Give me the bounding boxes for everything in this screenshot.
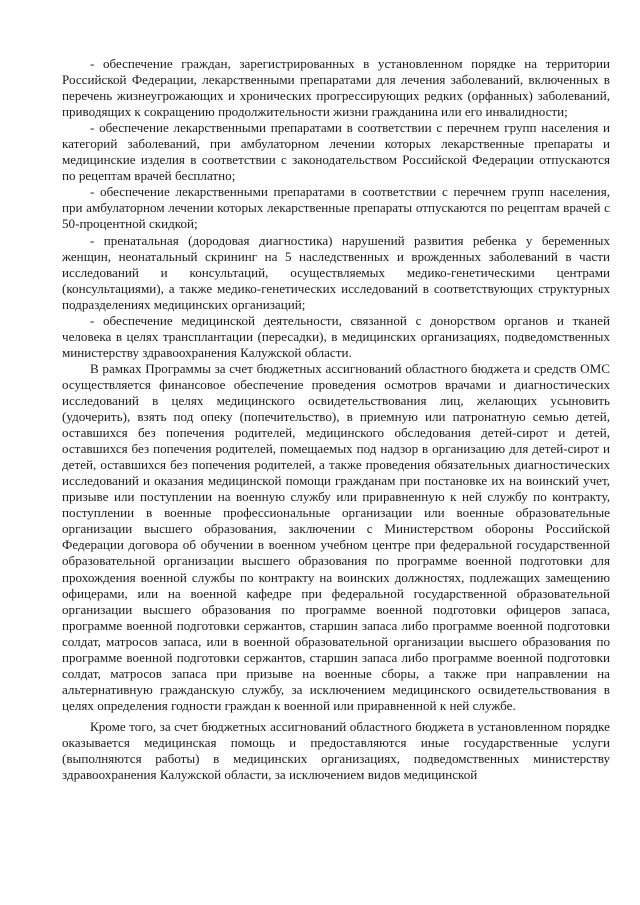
paragraph-organ-donation: - обеспечение медицинской деятельности, связанной с донорством органов и тканей человека в целях трансплантации (пересадки), в медицинских организациях, подведомственных министерству здравоохранения Калужской области.	[62, 312, 610, 360]
paragraph-orphan-diseases: - обеспечение граждан, зарегистрированных в установленном порядке на территории Российской Федерации, лекарственными препаратами для лечения заболеваний, включенных в перечень жизнеугрожающих и хронических прогрессирующих редких (орфанных) заболеваний, приводящих к сокращению продолжительности жизни гражданина или его инвалидности;	[62, 56, 610, 120]
paragraph-free-prescriptions: - обеспечение лекарственными препаратами в соответствии с перечнем групп населения и категорий заболеваний, при амбулаторном лечении которых лекарственные препараты и медицинские изделия в соответствии с законодательством Российской Федерации отпускаются по рецептам врачей бесплатно;	[62, 120, 610, 184]
paragraph-discount-prescriptions: - обеспечение лекарственными препаратами в соответствии с перечнем групп населения, при амбулаторном лечении которых лекарственные препараты отпускаются по рецептам врачей с 50-процентной скидкой;	[62, 184, 610, 232]
paragraph-additional-services: Кроме того, за счет бюджетных ассигнований областного бюджета в установленном порядке оказывается медицинская помощь и предоставляются иные государственные услуги (выполняются работы) в медицинских организациях, подведомственных министерству здравоохранения Калужской области, за исключением видов медицинской	[62, 718, 610, 783]
document-page	[62, 56, 610, 783]
paragraph-prenatal-diagnostics: - пренатальная (дородовая диагностика) нарушений развития ребенка у беременных женщин, неонатальный скрининг на 5 наследственных и врожденных заболеваний в части исследований и консультаций, осуществляемых медико-генетическими центрами (консультациями), а также медико-генетических исследований в соответствующих структурных подразделениях медицинских организаций;	[62, 232, 610, 312]
paragraph-program-financing: В рамках Программы за счет бюджетных ассигнований областного бюджета и средств ОМС осуществляется финансовое обеспечение проведения осмотров врачами и диагностических исследований в целях медицинского освидетельствования лиц, желающих усыновить (удочерить), взять под опеку (попечительство), в приемную или патронатную семью детей, оставшихся без попечения родителей, медицинского обследования детей-сирот и детей, оставшихся без попечения родителей, помещаемых под надзор в организацию для детей-сирот и детей, оставшихся без попечения родителей, а также проведения обязательных диагностических исследований и оказания медицинской помощи гражданам при постановке их на воинский учет, призыве или поступлении на военную службу или приравненную к ней службу по контракту, поступлении в военные профессиональные организации или военные образовательные организации высшего образования, заключении с Министерством обороны Российской Федерации договора об обучении в военном учебном центре при федеральной государственной образовательной организации высшего образования по программе военной подготовки для прохождения военной службы по контракту на воинских должностях, подлежащих замещению офицерами, или на военной кафедре при федеральной государственной образовательной организации высшего образования по программе военной подготовки офицеров запаса, программе военной подготовки сержантов, старшин запаса либо программе военной подготовки солдат, матросов запаса, или в военной образовательной организации высшего образования по программе военной подготовки сержантов, старшин запаса либо программе военной подготовки солдат, матросов запаса при призыве на военные сборы, а также при направлении на альтернативную гражданскую службу, за исключением медицинского освидетельствования в целях определения годности граждан к военной или приравненной к ней службе.	[62, 360, 610, 713]
